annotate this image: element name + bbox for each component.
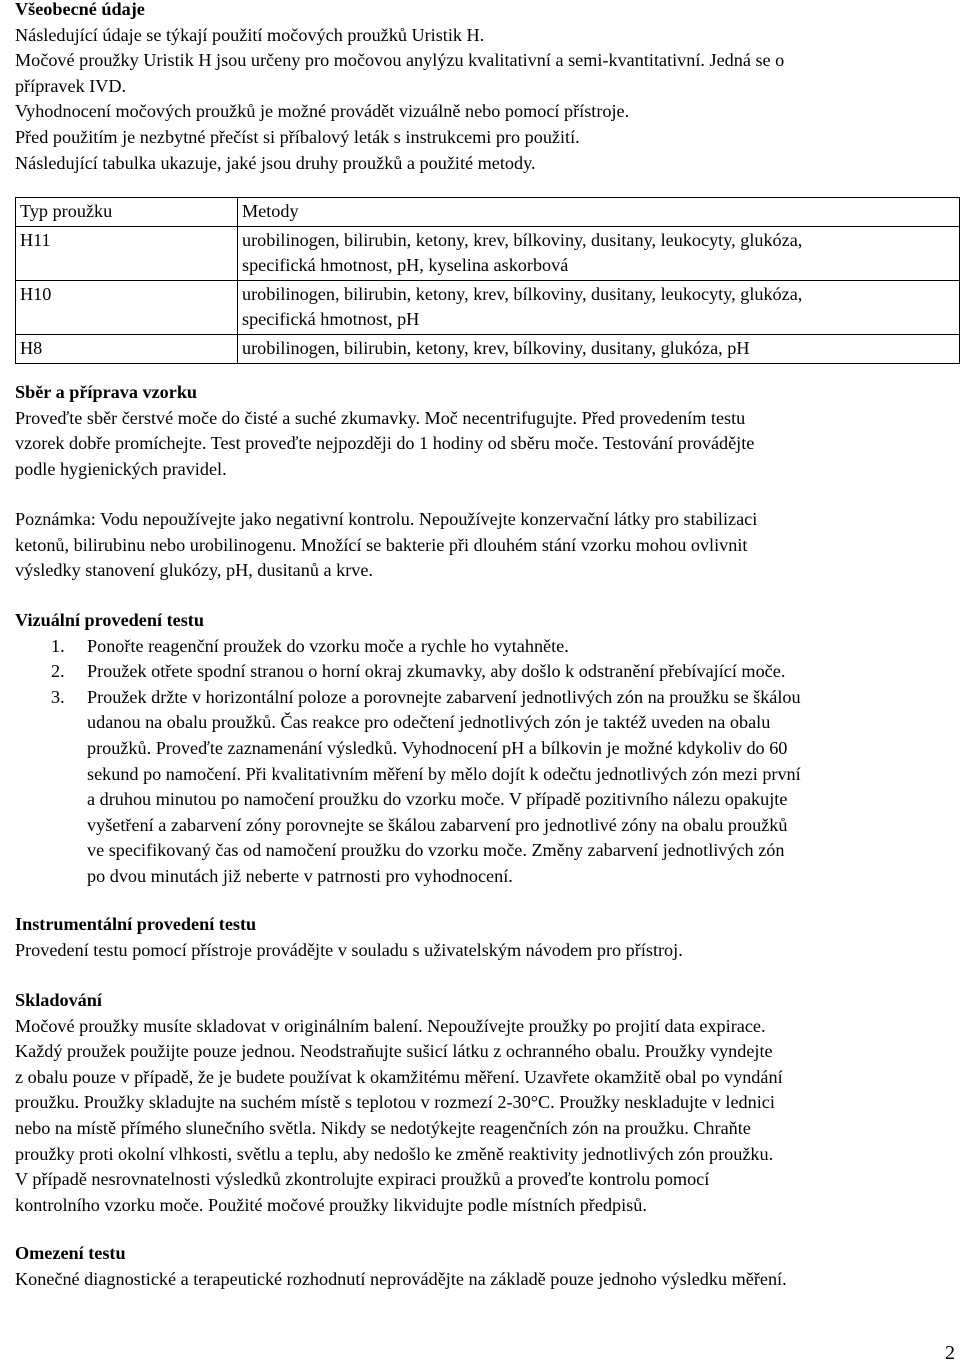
- section-general: [15, 0, 950, 176]
- section-instrumental: [15, 912, 950, 963]
- collection-line: vzorek dobře promíchejte. Test proveďte nejpozději do 1 hodiny od sběru moče. Testování provádějte: [15, 433, 755, 454]
- cell-methods: [238, 334, 960, 363]
- header-methods: Metody: [238, 198, 960, 227]
- table-header-row: [16, 198, 960, 227]
- limits-line: Konečné diagnostické a terapeutické rozhodnutí neprovádějte na základě pouze jednoho výsledku měření.: [15, 1268, 787, 1289]
- storage-line: proužku. Proužky skladujte na suchém místě s teplotou v rozmezí 2-30°C. Proužky neskladujte v lednici: [15, 1092, 775, 1113]
- list-item: [15, 685, 950, 890]
- instrumental-heading: Instrumentální provedení testu: [15, 914, 257, 934]
- visual-heading: Vizuální provedení testu: [15, 610, 204, 630]
- general-line: Následující tabulka ukazuje, jaké jsou druhy proužků a použité metody.: [15, 152, 536, 173]
- general-line: přípravek IVD.: [15, 75, 127, 96]
- section-visual: [15, 608, 950, 890]
- header-type: Typ proužku: [16, 198, 238, 227]
- step-line: Proužek otřete spodní stranou o horní okraj zkumavky, aby došlo k odstranění přebívající moče.: [87, 661, 786, 682]
- methods-line: specifická hmotnost, pH: [242, 309, 420, 330]
- cell-type: H10: [16, 280, 238, 334]
- collection-line: podle hygienických pravidel.: [15, 458, 227, 479]
- cell-methods: [238, 280, 960, 334]
- page-number: 2: [945, 1342, 955, 1364]
- note-line: ketonů, bilirubinu nebo urobilinogenu. Množící se bakterie při dlouhém stání vzorku mohou ovlivnit: [15, 534, 748, 555]
- strip-types-table: [15, 197, 960, 364]
- note-line: Poznámka: Vodu nepoužívejte jako negativní kontrolu. Nepoužívejte konzervační látky pro stabilizaci: [15, 509, 758, 529]
- step-line: vyšetření a zabarvení zóny porovnejte se škálou zabarvení pro jednotlivé zóny na obalu proužků: [87, 814, 788, 835]
- step-line: udanou na obalu proužků. Čas reakce pro odečtení jednotlivých zón je taktéž uveden na obalu: [87, 712, 771, 733]
- methods-line: urobilinogen, bilirubin, ketony, krev, bílkoviny, dusitany, leukocyty, glukóza,: [242, 229, 803, 250]
- storage-line: kontrolního vzorku moče. Použité močové proužky likvidujte podle místních předpisů.: [15, 1194, 647, 1215]
- step-line: a druhou minutou po namočení proužku do vzorku moče. V případě pozitivního nálezu opakujte: [87, 789, 788, 810]
- step-number: 1.: [51, 635, 65, 656]
- cell-methods: [238, 226, 960, 280]
- table-row: [16, 334, 960, 363]
- cell-type: H8: [16, 334, 238, 363]
- note-line: výsledky stanovení glukózy, pH, dusitanů a krve.: [15, 560, 373, 581]
- step-line: Ponořte reagenční proužek do vzorku moče a rychle ho vytahněte.: [87, 635, 569, 656]
- section-limits: [15, 1241, 950, 1292]
- methods-line: urobilinogen, bilirubin, ketony, krev, bílkoviny, dusitany, glukóza, pH: [242, 337, 750, 358]
- visual-steps-list: [15, 634, 950, 890]
- storage-line: nebo na místě přímého slunečního světla. Nikdy se nedotýkejte reagenčních zón na proužku. Chraňte: [15, 1117, 751, 1138]
- cell-type: H11: [16, 226, 238, 280]
- general-line: Močové proužky Uristik H jsou určeny pro močovou anylýzu kvalitativní a semi-kvantitativní. Jedná se o: [15, 50, 785, 71]
- general-line: Následující údaje se týkají použití močových proužků Uristik H.: [15, 24, 485, 45]
- collection-line: Proveďte sběr čerstvé moče do čisté a suché zkumavky. Moč necentrifugujte. Před provedením testu: [15, 407, 746, 428]
- step-line: po dvou minutách již neberte v patrnosti pro vyhodnocení.: [87, 865, 513, 886]
- table-row: [16, 226, 960, 280]
- storage-heading: Skladování: [15, 990, 102, 1010]
- storage-line: Každý proužek použijte pouze jednou. Neodstraňujte sušicí látku z ochranného obalu. Proužky vyndejte: [15, 1041, 773, 1062]
- list-item: [15, 659, 950, 685]
- section-collection: [15, 380, 950, 482]
- collection-note: [15, 507, 950, 584]
- instrumental-line: Provedení testu pomocí přístroje provádějte v souladu s uživatelským návodem pro přístroj.: [15, 939, 683, 960]
- list-item: [15, 634, 950, 660]
- methods-line: specifická hmotnost, pH, kyselina askorbová: [242, 255, 569, 276]
- step-number: 3.: [51, 686, 65, 707]
- general-line: Vyhodnocení močových proužků je možné provádět vizuálně nebo pomocí přístroje.: [15, 101, 630, 122]
- step-line: Proužek držte v horizontální poloze a porovnejte zabarvení jednotlivých zón na proužku se škálou: [87, 686, 801, 707]
- step-line: sekund po namočení. Při kvalitativním měření by mělo dojít k odečtu jednotlivých zón mezi první: [87, 763, 801, 784]
- table-row: [16, 280, 960, 334]
- general-line: Před použitím je nezbytné přečíst si příbalový leták s instrukcemi pro použití.: [15, 126, 580, 147]
- section-storage: [15, 988, 950, 1218]
- storage-line: proužky proti okolní vlhkosti, světlu a teplu, aby nedošlo ke změně reaktivity jednotlivých zón proužku.: [15, 1143, 774, 1164]
- collection-heading: Sběr a příprava vzorku: [15, 382, 198, 402]
- storage-line: Močové proužky musíte skladovat v originálním balení. Nepoužívejte proužky po projití data expirace.: [15, 1015, 766, 1036]
- step-number: 2.: [51, 661, 65, 682]
- step-line: ve specifikovaný čas od namočení proužku do vzorku moče. Změny zabarvení jednotlivých zón: [87, 840, 785, 861]
- general-heading: Všeobecné údaje: [15, 0, 145, 19]
- storage-line: V případě nesrovnatelnosti výsledků zkontrolujte expiraci proužků a proveďte kontrolu pomocí: [15, 1169, 710, 1190]
- limits-heading: Omezení testu: [15, 1243, 126, 1263]
- storage-line: z obalu pouze v případě, že je budete používat k okamžitému měření. Uzavřete okamžitě obal po vyndání: [15, 1066, 783, 1087]
- methods-line: urobilinogen, bilirubin, ketony, krev, bílkoviny, dusitany, leukocyty, glukóza,: [242, 283, 803, 304]
- step-line: proužků. Proveďte zaznamenání výsledků. Vyhodnocení pH a bílkovin je možné kdykoliv do 60: [87, 737, 788, 758]
